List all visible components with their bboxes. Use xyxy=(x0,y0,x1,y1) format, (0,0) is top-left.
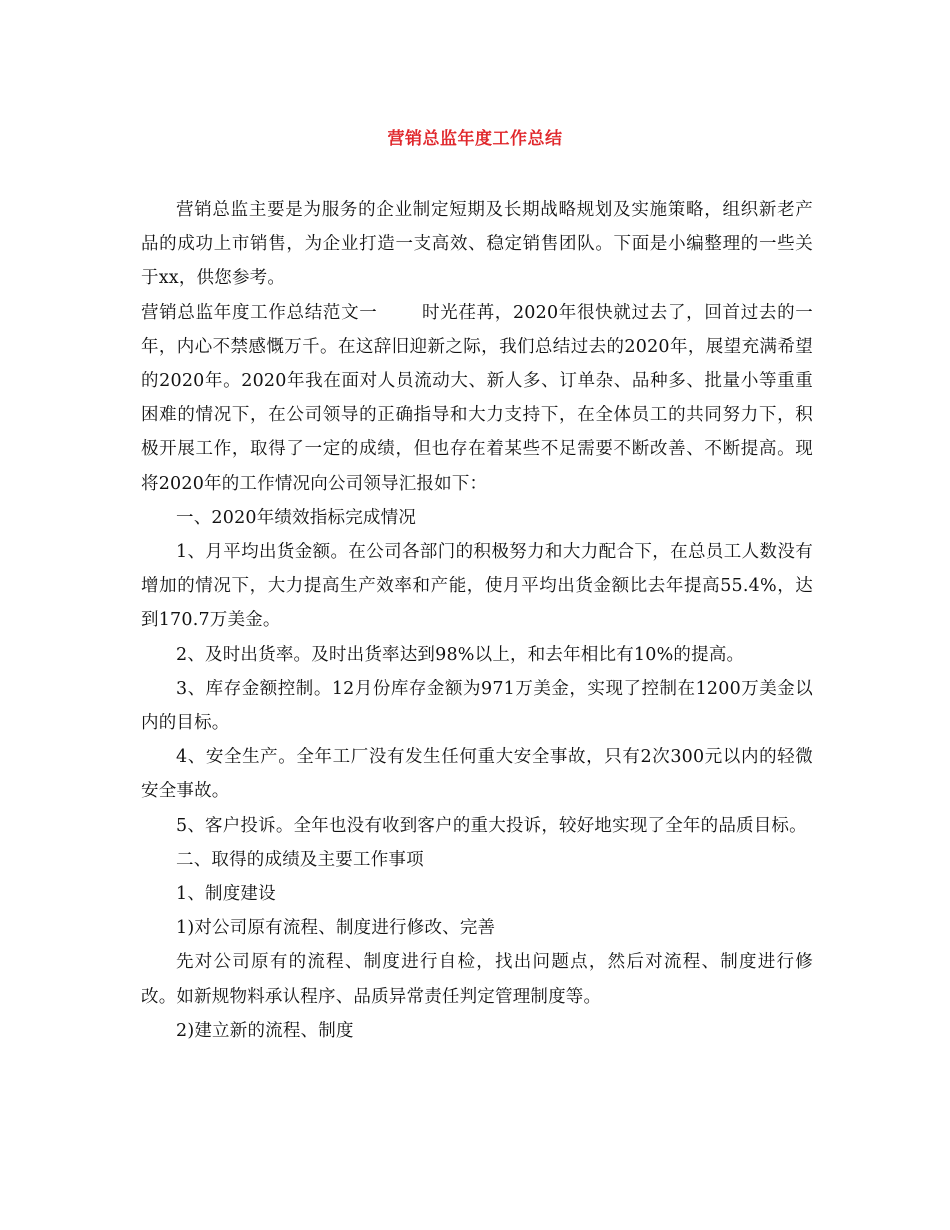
list-item-3: 3、库存金额控制。12月份库存金额为971万美金，实现了控制在1200万美金以内的目标。 xyxy=(141,678,813,734)
sub1-1-heading: 1)对公司原有流程、制度进行修改、完善 xyxy=(176,918,496,939)
sample-heading: 营销总监年度工作总结范文一 xyxy=(141,302,378,323)
document-title: 营销总监年度工作总结 xyxy=(387,129,563,149)
sub1-heading: 1、制度建设 xyxy=(176,884,276,905)
document-body xyxy=(141,193,813,1048)
list-item-2: 2、及时出货率。及时出货率达到98%以上，和去年相比有10%的提高。 xyxy=(176,644,745,665)
intro-paragraph: 营销总监主要是为服务的企业制定短期及长期战略规划及实施策略，组织新老产品的成功上市销售，为企业打造一支高效、稳定销售团队。下面是小编整理的一些关于xx，供您参考。 xyxy=(141,200,813,289)
section2-heading: 二、取得的成绩及主要工作事项 xyxy=(176,849,424,870)
sub1-2-heading: 2)建立新的流程、制度 xyxy=(176,1020,354,1041)
sub1-1-text: 先对公司原有的流程、制度进行自检，找出问题点，然后对流程、制度进行修改。如新规物料承认程序、品质异常责任判定管理制度等。 xyxy=(141,952,813,1007)
section1-heading: 一、2020年绩效指标完成情况 xyxy=(176,507,417,528)
sample-paragraph xyxy=(141,296,813,501)
list-item-5: 5、客户投诉。全年也没有收到客户的重大投诉，较好地实现了全年的品质目标。 xyxy=(176,815,807,836)
list-item-1: 1、月平均出货金额。在公司各部门的积极努力和大力配合下，在总员工人数没有增加的情况下，大力提高生产效率和产能，使月平均出货金额比去年提高55.4%，达到170.7万美金。 xyxy=(141,542,813,631)
sample-text: 时光荏苒，2020年很快就过去了，回首过去的一年，内心不禁感慨万千。在这辞旧迎新之际，我们总结过去的2020年，展望充满希望的2020年。2020年我在面对人员流动大、新人多、订单杂、品种多、批量小等重重困难的情况下，在公司领导的正确指导和大力支持下，在全体员工的共同努力下，积极开展工作，取得了一定的成绩，但也存在着某些不足需要不断改善、不断提高。现将2020年的工作情况向公司领导汇报如下： xyxy=(141,302,813,494)
list-item-4: 4、安全生产。全年工厂没有发生任何重大安全事故，只有2次300元以内的轻微安全事故。 xyxy=(141,747,813,802)
